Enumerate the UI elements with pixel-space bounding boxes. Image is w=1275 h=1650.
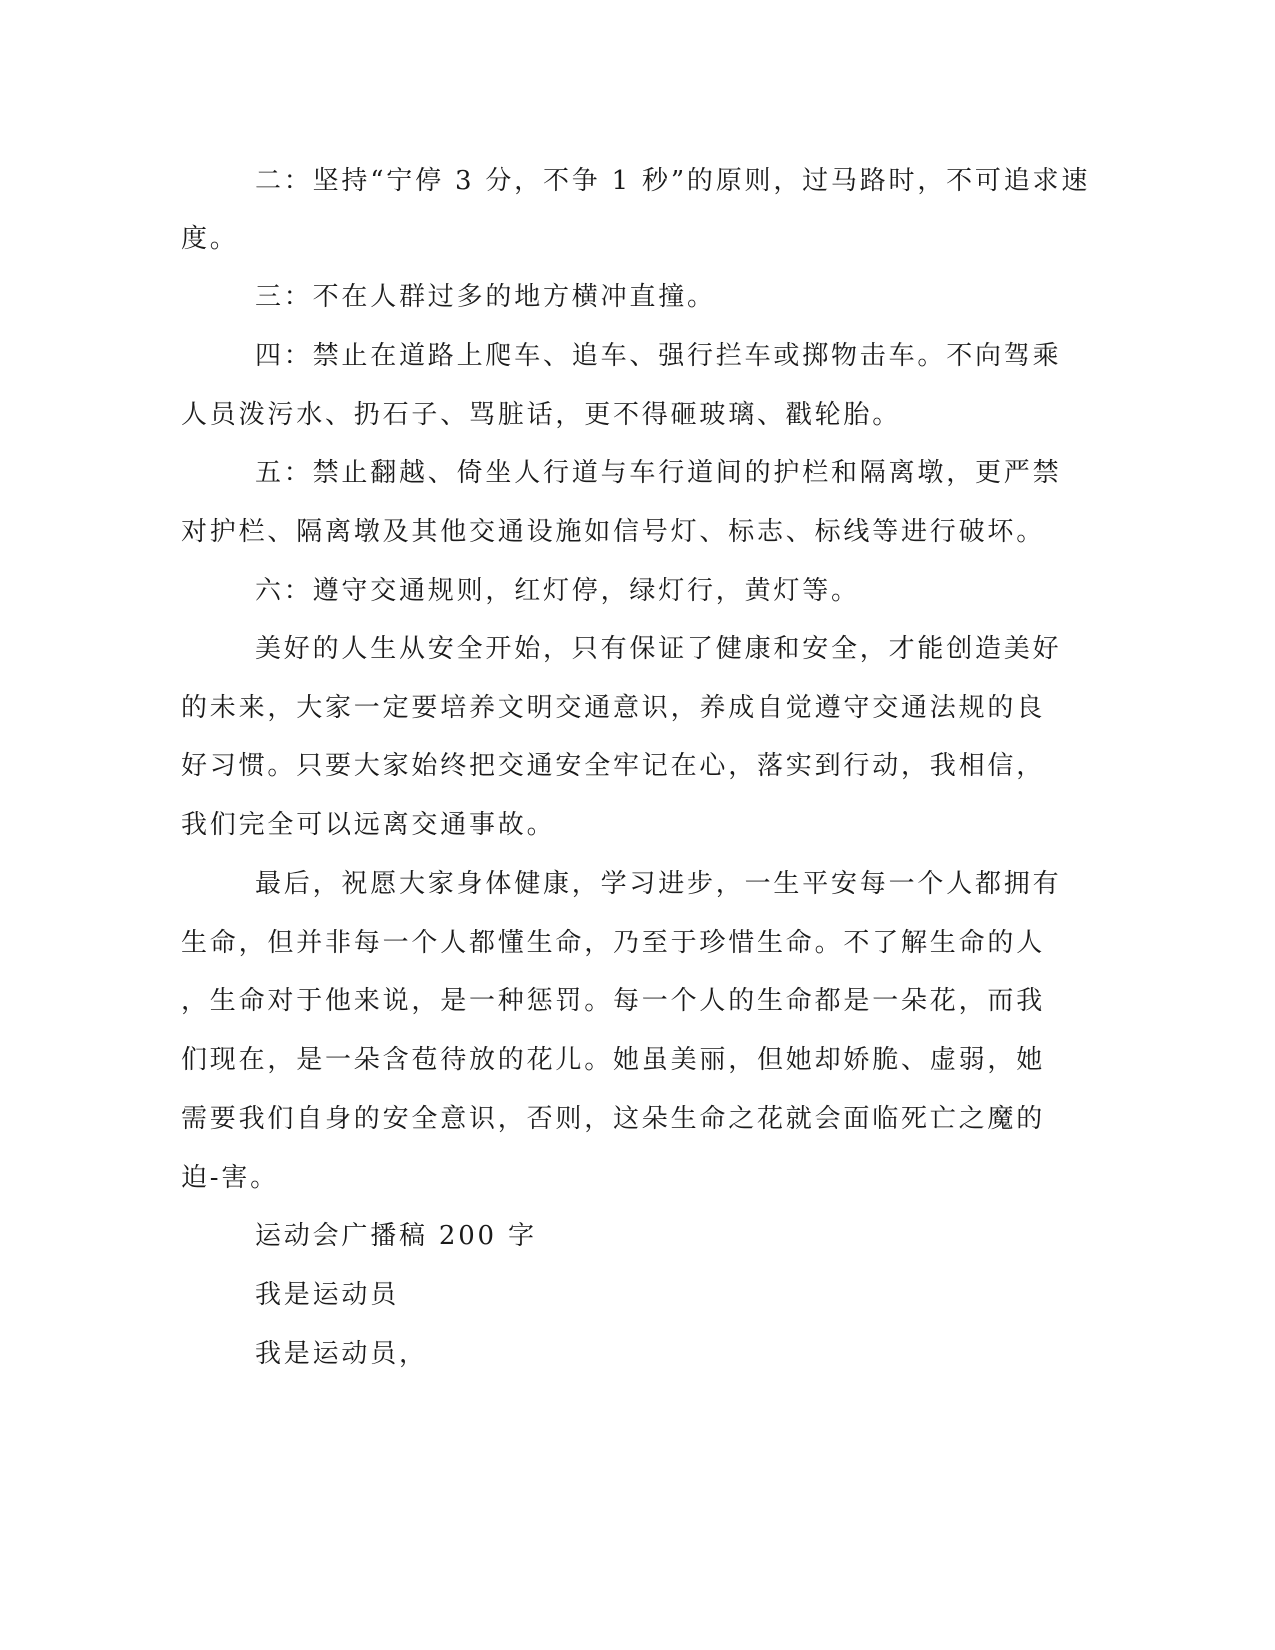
paragraph-line: 六：遵守交通规则，红灯停，绿灯行，黄灯等。 bbox=[255, 576, 860, 606]
paragraph-line: 五：禁止翻越、倚坐人行道与车行道间的护栏和隔离墩，更严禁 bbox=[255, 458, 1062, 488]
paragraph-line: 对护栏、隔离墩及其他交通设施如信号灯、标志、标线等进行破坏。 bbox=[181, 517, 1046, 547]
paragraph-line: 迫-害。 bbox=[181, 1163, 279, 1193]
paragraph-line: 我们完全可以远离交通事故。 bbox=[181, 810, 556, 840]
paragraph-line: 我是运动员 bbox=[255, 1280, 400, 1310]
paragraph-line: 最后，祝愿大家身体健康，学习进步，一生平安每一个人都拥有 bbox=[255, 869, 1062, 899]
paragraph-line: 我是运动员， bbox=[255, 1339, 428, 1369]
paragraph-line: 的未来，大家一定要培养文明交通意识，养成自觉遵守交通法规的良 bbox=[181, 693, 1046, 723]
paragraph-line: 美好的人生从安全开始，只有保证了健康和安全，才能创造美好 bbox=[255, 634, 1062, 664]
paragraph-line: 二：坚持“宁停 3 分，不争 1 秒”的原则，过马路时，不可追求速 bbox=[255, 166, 1091, 196]
paragraph-line: 四：禁止在道路上爬车、追车、强行拦车或掷物击车。不向驾乘 bbox=[255, 341, 1062, 371]
section-heading: 运动会广播稿 200 字 bbox=[255, 1221, 537, 1251]
paragraph-line: 人员泼污水、扔石子、骂脏话，更不得砸玻璃、戳轮胎。 bbox=[181, 400, 902, 430]
paragraph-line: 需要我们自身的安全意识，否则，这朵生命之花就会面临死亡之魔的 bbox=[181, 1104, 1046, 1134]
paragraph-line: 度。 bbox=[181, 224, 239, 254]
paragraph-line: 生命，但并非每一个人都懂生命，乃至于珍惜生命。不了解生命的人 bbox=[181, 928, 1046, 958]
paragraph-line: 三：不在人群过多的地方横冲直撞。 bbox=[255, 282, 716, 312]
paragraph-line: ，生命对于他来说，是一种惩罚。每一个人的生命都是一朵花，而我 bbox=[181, 986, 1046, 1016]
paragraph-line: 好习惯。只要大家始终把交通安全牢记在心，落实到行动，我相信， bbox=[181, 751, 1046, 781]
paragraph-line: 们现在，是一朵含苞待放的花儿。她虽美丽，但她却娇脆、虚弱，她 bbox=[181, 1045, 1046, 1075]
